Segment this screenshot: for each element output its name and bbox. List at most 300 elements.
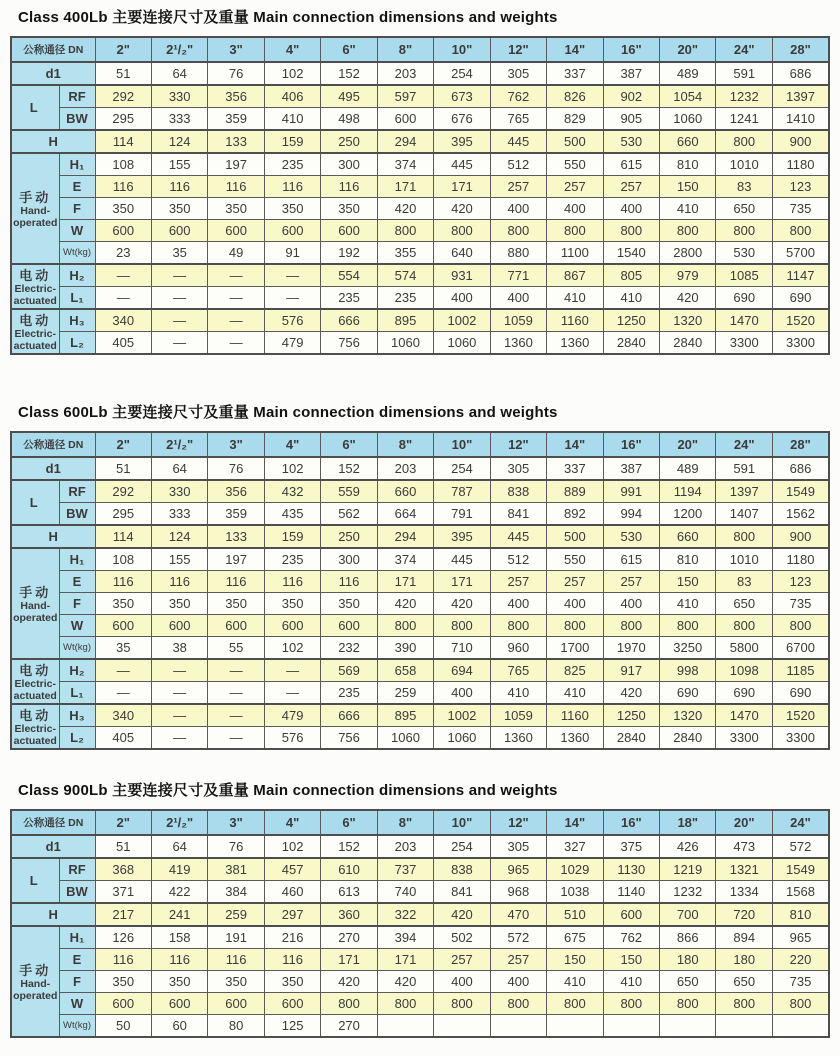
- value-cell: 400: [434, 682, 490, 705]
- row-label: E: [59, 949, 95, 971]
- value-cell: 6700: [772, 637, 829, 660]
- value-cell: —: [264, 264, 320, 287]
- value-cell: 445: [434, 153, 490, 176]
- value-cell: 235: [377, 287, 433, 310]
- value-cell: [490, 1015, 546, 1038]
- table-row: [11, 1015, 829, 1038]
- value-cell: 116: [151, 949, 207, 971]
- value-cell: 400: [434, 287, 490, 310]
- value-cell: 600: [151, 220, 207, 242]
- value-cell: 108: [95, 548, 151, 571]
- value-cell: 2840: [603, 332, 659, 355]
- value-cell: 800: [434, 220, 490, 242]
- table-section-class-600lb: [10, 401, 830, 750]
- row-label: Wt(kg): [59, 242, 95, 265]
- value-cell: 1397: [716, 480, 772, 503]
- table-row: [11, 525, 829, 548]
- value-cell: 800: [716, 993, 772, 1015]
- value-cell: 83: [716, 571, 772, 593]
- value-cell: 102: [264, 457, 320, 480]
- value-cell: 610: [321, 858, 377, 881]
- row-group-label: [11, 309, 59, 354]
- value-cell: 203: [377, 62, 433, 85]
- group-label-zh: 电动: [19, 268, 52, 284]
- value-cell: 866: [660, 926, 716, 949]
- value-cell: 690: [716, 682, 772, 705]
- col-header: 6": [321, 37, 377, 62]
- value-cell: 337: [547, 62, 603, 85]
- value-cell: 650: [716, 593, 772, 615]
- value-cell: 690: [660, 682, 716, 705]
- value-cell: 159: [264, 130, 320, 153]
- value-cell: 49: [208, 242, 264, 265]
- value-cell: 600: [264, 993, 320, 1015]
- value-cell: 905: [603, 108, 659, 131]
- table-row: [11, 971, 829, 993]
- value-cell: 1360: [490, 727, 546, 750]
- value-cell: 600: [603, 903, 659, 926]
- value-cell: 1147: [772, 264, 829, 287]
- value-cell: 150: [547, 949, 603, 971]
- value-cell: 800: [321, 993, 377, 1015]
- value-cell: 1549: [772, 480, 829, 503]
- value-cell: 116: [95, 949, 151, 971]
- value-cell: 735: [772, 593, 829, 615]
- value-cell: 359: [208, 503, 264, 526]
- value-cell: —: [95, 659, 151, 682]
- value-cell: 756: [321, 727, 377, 750]
- value-cell: [547, 1015, 603, 1038]
- value-cell: 489: [660, 62, 716, 85]
- table-title: Class 900Lb 主要连接尺寸及重量 Main connection dimensions and weights: [18, 782, 558, 799]
- row-label: H₁: [59, 548, 95, 571]
- value-cell: 405: [95, 332, 151, 355]
- value-cell: 330: [151, 480, 207, 503]
- row-label: BW: [59, 881, 95, 904]
- value-cell: 394: [377, 926, 433, 949]
- value-cell: 152: [321, 457, 377, 480]
- value-cell: 640: [434, 242, 490, 265]
- row-label: Wt(kg): [59, 1015, 95, 1038]
- value-cell: 1060: [377, 332, 433, 355]
- value-cell: 374: [377, 153, 433, 176]
- value-cell: 810: [660, 548, 716, 571]
- value-cell: 116: [151, 571, 207, 593]
- col-header: 18": [660, 810, 716, 835]
- value-cell: 900: [772, 130, 829, 153]
- value-cell: 294: [377, 130, 433, 153]
- value-cell: 400: [490, 593, 546, 615]
- col-header: 4": [264, 810, 320, 835]
- value-cell: 102: [264, 62, 320, 85]
- value-cell: —: [208, 287, 264, 310]
- value-cell: —: [151, 682, 207, 705]
- value-cell: 297: [264, 903, 320, 926]
- value-cell: 600: [264, 220, 320, 242]
- value-cell: 1540: [603, 242, 659, 265]
- value-cell: —: [151, 287, 207, 310]
- value-cell: 259: [377, 682, 433, 705]
- value-cell: 420: [377, 198, 433, 220]
- table-row: [11, 835, 829, 858]
- table-title: Class 600Lb 主要连接尺寸及重量 Main connection dimensions and weights: [18, 404, 558, 421]
- value-cell: —: [208, 727, 264, 750]
- value-cell: [377, 1015, 433, 1038]
- value-cell: 420: [377, 593, 433, 615]
- value-cell: 410: [264, 108, 320, 131]
- value-cell: 387: [603, 457, 659, 480]
- table-row: [11, 548, 829, 571]
- value-cell: 800: [660, 220, 716, 242]
- value-cell: 355: [377, 242, 433, 265]
- table-row: [11, 108, 829, 131]
- value-cell: 5700: [772, 242, 829, 265]
- value-cell: 762: [603, 926, 659, 949]
- table-row: [11, 659, 829, 682]
- value-cell: 1250: [603, 309, 659, 332]
- value-cell: 650: [716, 198, 772, 220]
- value-cell: 445: [490, 130, 546, 153]
- row-label: d1: [11, 835, 95, 858]
- value-cell: —: [95, 264, 151, 287]
- table-row: [11, 571, 829, 593]
- value-cell: 330: [151, 85, 207, 108]
- group-label-zh: 电动: [19, 663, 52, 679]
- value-cell: 576: [264, 309, 320, 332]
- value-cell: 432: [264, 480, 320, 503]
- value-cell: 445: [434, 548, 490, 571]
- value-cell: 569: [321, 659, 377, 682]
- value-cell: 116: [208, 571, 264, 593]
- col-header: 28": [772, 432, 829, 457]
- value-cell: 800: [716, 130, 772, 153]
- value-cell: 1520: [772, 309, 829, 332]
- value-cell: 829: [547, 108, 603, 131]
- group-label-zh: 手动: [19, 585, 52, 601]
- table-row: [11, 287, 829, 310]
- table-row: [11, 242, 829, 265]
- col-header: 24": [716, 432, 772, 457]
- value-cell: 720: [716, 903, 772, 926]
- value-cell: 55: [208, 637, 264, 660]
- dimensions-table: [10, 431, 830, 750]
- value-cell: 880: [490, 242, 546, 265]
- value-cell: 562: [321, 503, 377, 526]
- value-cell: 254: [434, 457, 490, 480]
- col-header: 2": [95, 810, 151, 835]
- col-header: 12": [490, 810, 546, 835]
- value-cell: 410: [490, 682, 546, 705]
- value-cell: 673: [434, 85, 490, 108]
- row-label: F: [59, 593, 95, 615]
- value-cell: 445: [490, 525, 546, 548]
- value-cell: 1085: [716, 264, 772, 287]
- value-cell: 800: [716, 615, 772, 637]
- value-cell: 658: [377, 659, 433, 682]
- value-cell: 597: [377, 85, 433, 108]
- value-cell: —: [151, 727, 207, 750]
- value-cell: 191: [208, 926, 264, 949]
- row-label: W: [59, 220, 95, 242]
- value-cell: 867: [547, 264, 603, 287]
- value-cell: 841: [490, 503, 546, 526]
- value-cell: 400: [603, 198, 659, 220]
- col-header: 8": [377, 37, 433, 62]
- value-cell: 350: [208, 971, 264, 993]
- value-cell: 270: [321, 926, 377, 949]
- col-header: 16": [603, 37, 659, 62]
- col-header: 16": [603, 432, 659, 457]
- value-cell: 489: [660, 457, 716, 480]
- value-cell: 690: [772, 682, 829, 705]
- value-cell: 650: [660, 971, 716, 993]
- row-label: H: [11, 525, 95, 548]
- value-cell: 83: [716, 176, 772, 198]
- value-cell: 457: [264, 858, 320, 881]
- group-label-en: Hand-operated: [13, 600, 58, 624]
- value-cell: 150: [660, 176, 716, 198]
- value-cell: 1180: [772, 548, 829, 571]
- value-cell: 410: [603, 971, 659, 993]
- value-cell: 965: [490, 858, 546, 881]
- value-cell: 395: [434, 130, 490, 153]
- row-group-label: [11, 153, 59, 264]
- table-row: [11, 949, 829, 971]
- value-cell: 495: [321, 85, 377, 108]
- value-cell: 126: [95, 926, 151, 949]
- value-cell: 203: [377, 835, 433, 858]
- value-cell: 235: [321, 682, 377, 705]
- table-row: [11, 727, 829, 750]
- value-cell: 1098: [716, 659, 772, 682]
- row-label: BW: [59, 503, 95, 526]
- dn-header: 公称通径 DN: [11, 432, 95, 457]
- value-cell: 3300: [772, 727, 829, 750]
- value-cell: 600: [151, 993, 207, 1015]
- value-cell: 510: [547, 903, 603, 926]
- value-cell: 257: [434, 949, 490, 971]
- table-row: [11, 220, 829, 242]
- value-cell: 600: [95, 993, 151, 1015]
- value-cell: 350: [321, 593, 377, 615]
- value-cell: 259: [208, 903, 264, 926]
- value-cell: 838: [490, 480, 546, 503]
- col-header: 24": [716, 37, 772, 62]
- value-cell: 23: [95, 242, 151, 265]
- value-cell: 116: [208, 176, 264, 198]
- row-label: H₂: [59, 264, 95, 287]
- value-cell: —: [151, 264, 207, 287]
- value-cell: 600: [208, 615, 264, 637]
- value-cell: 500: [547, 525, 603, 548]
- value-cell: 1010: [716, 548, 772, 571]
- col-header: 14": [547, 810, 603, 835]
- table-row: [11, 615, 829, 637]
- row-label: H: [11, 903, 95, 926]
- row-label: H: [11, 130, 95, 153]
- col-header: 20": [716, 810, 772, 835]
- value-cell: [603, 1015, 659, 1038]
- group-label-zh: 手动: [19, 963, 52, 979]
- value-cell: 64: [151, 62, 207, 85]
- value-cell: 116: [321, 571, 377, 593]
- value-cell: 1060: [660, 108, 716, 131]
- value-cell: 356: [208, 85, 264, 108]
- col-header: 14": [547, 432, 603, 457]
- value-cell: 1002: [434, 704, 490, 727]
- value-cell: 180: [660, 949, 716, 971]
- value-cell: 512: [490, 153, 546, 176]
- value-cell: 419: [151, 858, 207, 881]
- dimensions-table: [10, 809, 830, 1038]
- row-label: L₂: [59, 332, 95, 355]
- value-cell: 241: [151, 903, 207, 926]
- value-cell: [660, 1015, 716, 1038]
- value-cell: 350: [264, 593, 320, 615]
- value-cell: 613: [321, 881, 377, 904]
- value-cell: 550: [547, 548, 603, 571]
- value-cell: 1038: [547, 881, 603, 904]
- value-cell: 800: [603, 220, 659, 242]
- value-cell: 322: [377, 903, 433, 926]
- group-label-zh: L: [29, 100, 41, 115]
- value-cell: 470: [490, 903, 546, 926]
- row-label: H₁: [59, 926, 95, 949]
- value-cell: 390: [377, 637, 433, 660]
- value-cell: 762: [490, 85, 546, 108]
- value-cell: 572: [490, 926, 546, 949]
- value-cell: 159: [264, 525, 320, 548]
- value-cell: 400: [490, 198, 546, 220]
- col-header: 6": [321, 810, 377, 835]
- value-cell: 735: [772, 198, 829, 220]
- value-cell: 1334: [716, 881, 772, 904]
- row-group-label: [11, 264, 59, 309]
- value-cell: 171: [377, 949, 433, 971]
- value-cell: 38: [151, 637, 207, 660]
- value-cell: 3250: [660, 637, 716, 660]
- value-cell: 350: [151, 971, 207, 993]
- row-group-label: [11, 85, 59, 130]
- value-cell: 51: [95, 457, 151, 480]
- value-cell: 133: [208, 130, 264, 153]
- value-cell: —: [95, 287, 151, 310]
- row-label: RF: [59, 480, 95, 503]
- value-cell: 420: [434, 903, 490, 926]
- table-row: [11, 457, 829, 480]
- value-cell: 305: [490, 835, 546, 858]
- value-cell: 254: [434, 62, 490, 85]
- value-cell: 2840: [603, 727, 659, 750]
- value-cell: 998: [660, 659, 716, 682]
- value-cell: 1140: [603, 881, 659, 904]
- value-cell: 800: [603, 615, 659, 637]
- value-cell: 350: [264, 971, 320, 993]
- row-group-label: [11, 480, 59, 525]
- value-cell: 1241: [716, 108, 772, 131]
- col-header: 3": [208, 37, 264, 62]
- table-row: [11, 264, 829, 287]
- value-cell: 574: [377, 264, 433, 287]
- value-cell: 1029: [547, 858, 603, 881]
- value-cell: 800: [547, 615, 603, 637]
- value-cell: 994: [603, 503, 659, 526]
- value-cell: 356: [208, 480, 264, 503]
- value-cell: 800: [490, 993, 546, 1015]
- value-cell: 800: [434, 993, 490, 1015]
- row-group-label: [11, 858, 59, 903]
- value-cell: 133: [208, 525, 264, 548]
- value-cell: 350: [208, 593, 264, 615]
- value-cell: 375: [603, 835, 659, 858]
- value-cell: 350: [264, 198, 320, 220]
- value-cell: 333: [151, 503, 207, 526]
- value-cell: 600: [95, 615, 151, 637]
- value-cell: 615: [603, 153, 659, 176]
- row-label: d1: [11, 457, 95, 480]
- value-cell: 114: [95, 130, 151, 153]
- value-cell: 800: [547, 220, 603, 242]
- value-cell: 530: [603, 130, 659, 153]
- value-cell: —: [151, 704, 207, 727]
- row-group-label: [11, 548, 59, 659]
- value-cell: —: [95, 682, 151, 705]
- col-header: 14": [547, 37, 603, 62]
- value-cell: 254: [434, 835, 490, 858]
- value-cell: 292: [95, 480, 151, 503]
- col-header: 3": [208, 432, 264, 457]
- row-label: H₁: [59, 153, 95, 176]
- value-cell: 3300: [772, 332, 829, 355]
- value-cell: 502: [434, 926, 490, 949]
- value-cell: 1060: [377, 727, 433, 750]
- value-cell: —: [151, 332, 207, 355]
- value-cell: 800: [772, 220, 829, 242]
- value-cell: 800: [772, 615, 829, 637]
- value-cell: 410: [547, 287, 603, 310]
- row-label: RF: [59, 85, 95, 108]
- value-cell: 1360: [547, 332, 603, 355]
- value-cell: 902: [603, 85, 659, 108]
- value-cell: 1059: [490, 309, 546, 332]
- value-cell: 1059: [490, 704, 546, 727]
- value-cell: 1232: [660, 881, 716, 904]
- value-cell: 420: [377, 971, 433, 993]
- value-cell: 257: [490, 571, 546, 593]
- col-header: 2¹/₂": [151, 432, 207, 457]
- row-label: W: [59, 993, 95, 1015]
- value-cell: 350: [321, 198, 377, 220]
- value-cell: 690: [772, 287, 829, 310]
- table-container: [10, 809, 830, 1038]
- value-cell: 410: [547, 971, 603, 993]
- col-header: 12": [490, 432, 546, 457]
- value-cell: 197: [208, 153, 264, 176]
- value-cell: 158: [151, 926, 207, 949]
- value-cell: 664: [377, 503, 433, 526]
- value-cell: 600: [321, 615, 377, 637]
- col-header: 4": [264, 432, 320, 457]
- table-container: [10, 36, 830, 355]
- value-cell: 420: [660, 287, 716, 310]
- value-cell: 1060: [434, 727, 490, 750]
- row-label: Wt(kg): [59, 637, 95, 660]
- value-cell: 422: [151, 881, 207, 904]
- col-header: 10": [434, 37, 490, 62]
- table-row: [11, 332, 829, 355]
- value-cell: 171: [434, 176, 490, 198]
- value-cell: [434, 1015, 490, 1038]
